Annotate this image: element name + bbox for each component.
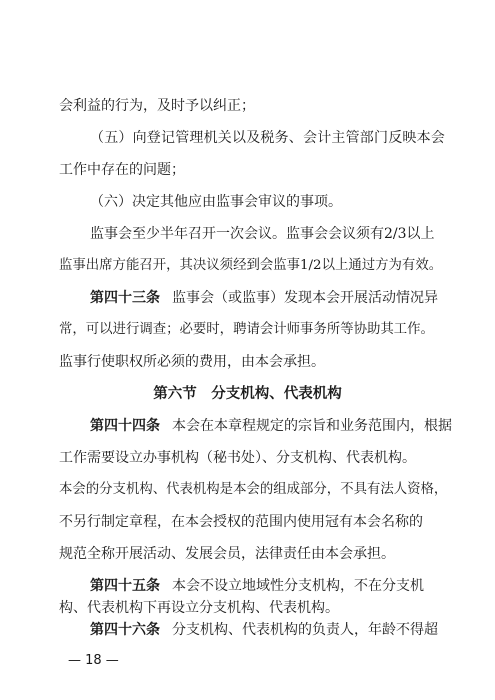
text-line: 构、代表机构下再设立分支机构、代表机构。	[59, 600, 339, 616]
text-line: 规范全称开展活动、发展会员，法律责任由本会承担。	[59, 546, 395, 562]
text-line: 工作中存在的问题；	[59, 162, 185, 178]
text-line: 工作需要设立办事机构（秘书处）、分支机构、代表机构。	[59, 450, 416, 466]
article-label: 第四十三条	[90, 290, 160, 306]
text-line: 常，可以进行调查；必要时，聘请会计师事务所等协助其工作。	[59, 322, 434, 337]
article-43	[90, 288, 438, 308]
article-label: 第四十六条	[90, 622, 160, 638]
section-heading: 第六节 分支机构、代表机构	[153, 385, 342, 402]
text-line: （五）向登记管理机关以及税务、会计主管部门反映本会	[90, 130, 445, 146]
article-text: 分支机构、代表机构的负责人，年龄不得超	[172, 622, 438, 638]
article-text: 本会不设立地域性分支机构，不在分支机	[172, 578, 424, 594]
article-45	[90, 576, 424, 596]
text-line: 本会的分支机构、代表机构是本会的组成部分，不具有法人资格，	[59, 482, 448, 497]
article-label: 第四十五条	[90, 578, 160, 594]
text-line: （六）决定其他应由监事会审议的事项。	[90, 194, 342, 210]
article-text: 本会在本章程规定的宗旨和业务范围内，根据	[172, 418, 452, 434]
text-line: 监事行使职权所必须的费用，由本会承担。	[59, 354, 325, 370]
article-label: 第四十四条	[90, 418, 160, 434]
text-line: 不另行制定章程，在本会授权的范围内使用冠有本会名称的	[59, 514, 423, 530]
article-46	[90, 620, 438, 640]
text-line: 监事出席方能召开，其决议须经到会监事1/2以上通过方为有效。	[59, 258, 443, 273]
text-line: 监事会至少半年召开一次会议。监事会会议须有2/3以上	[90, 226, 435, 242]
article-text: 监事会（或监事）发现本会开展活动情况异	[172, 290, 438, 306]
article-44	[90, 416, 452, 436]
page-number: — 18 —	[68, 653, 119, 668]
text-line: 会利益的行为，及时予以纠正；	[59, 98, 255, 114]
